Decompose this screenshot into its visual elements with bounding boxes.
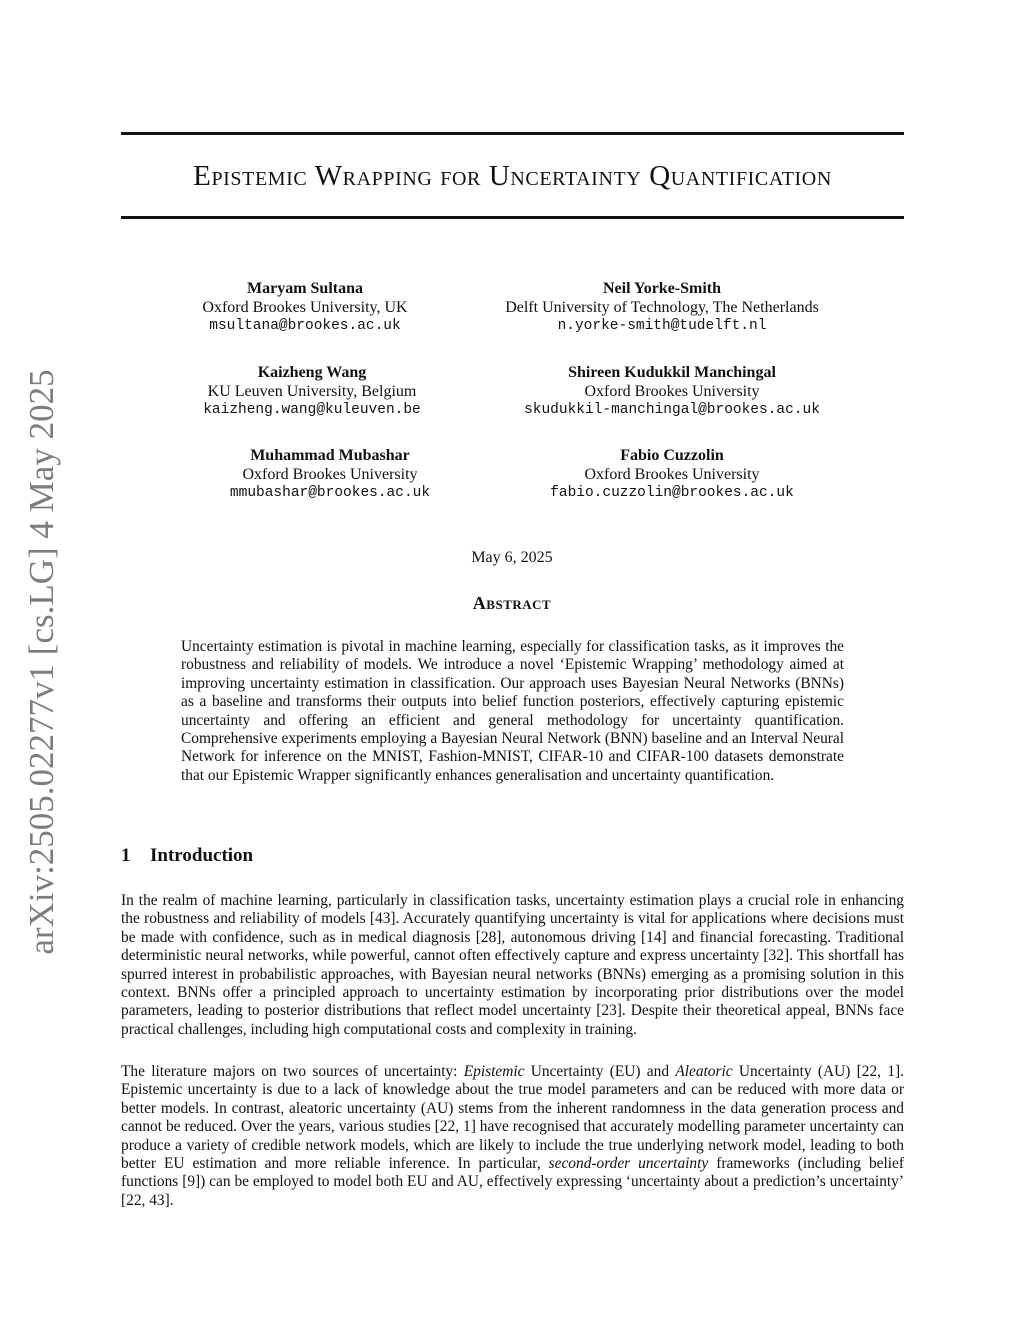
author-affiliation: Oxford Brookes University [584,466,760,483]
intro-paragraph-1: In the realm of machine learning, particularly in classification tasks, uncertainty estimation plays a crucial role in enhancing the robustness and reliability of models [43]. Accurately quantifying uncertainty is vital for applications where decisions must be made with confidence, such as in medical diagnosis [28], autonomous driving [14] and financial forecasting. Traditional deterministic neural networks, while powerful, cannot often effectively capture and express uncertainty [32]. This shortfall has spurred interest in probabilistic approaches, with Bayesian neural networks (BNNs) emerging as a promising solution in this context. BNNs offer a principled approach to uncertainty estimation by incorporating prior distributions over the model parameters, leading to posterior distributions that reflect model uncertainty [23]. Despite their theoretical appeal, BNNs face practical challenges, including high computational costs and complexity in training. [121,892,904,1038]
section-heading [121,845,253,867]
author-email[interactable]: msultana@brookes.ac.uk [209,318,401,334]
author-affiliation: Oxford Brookes University, UK [202,299,408,316]
paragraph-text: frameworks (including belief functions [9]) can be employed to model both EU and AU, effectively expressing ‘uncertainty about a prediction’s uncertainty’ [22, 43]. [121,1155,904,1209]
section-title: Introduction [150,845,254,866]
author-name: Maryam Sultana [247,280,363,297]
author-affiliation: Oxford Brookes University [584,383,760,400]
emphasis-text: Aleatoric [675,1063,733,1080]
author-name: Kaizheng Wang [257,364,367,381]
author-block [105,279,505,336]
arxiv-identifier-stamp: arXiv:2505.02277v1 [cs.LG] 4 May 2025 [22,369,61,955]
paper-title: Epistemic Wrapping for Uncertainty Quantification [193,160,832,192]
author-affiliation: Oxford Brookes University [242,466,418,483]
title-top-rule [121,132,904,135]
title-bottom-rule [121,216,904,219]
author-block [112,363,512,420]
author-email[interactable]: mmubashar@brookes.ac.uk [229,485,431,501]
publication-date: May 6, 2025 [471,549,553,566]
paragraph-text: Uncertainty (AU) [22, 1]. Epistemic uncertainty is due to a lack of knowledge about the true model parameters and can be reduced with more data or better models. In contrast, aleatoric uncertainty (AU) stems from the inherent randomness in the data generation process and cannot be reduced. Over the years, various studies [22, 1] have recognised that accurately modelling parameter uncertainty can produce a variety of credible network models, which are likely to include the true underlying network model, leading to both better EU estimation and more reliable inference. In particular, [121,1063,904,1173]
author-name: Shireen Kudukkil Manchingal [568,364,776,381]
abstract-text: Uncertainty estimation is pivotal in machine learning, especially for classification tasks, as it improves the robustness and reliability of models. We introduce a novel ‘Epistemic Wrapping’ methodology aimed at improving uncertainty estimation in classification. Our approach uses Bayesian Neural Networks (BNNs) as a baseline and transforms their outputs into belief function posteriors, effectively capturing epistemic uncertainty and offering an efficient and general methodology for uncertainty quantification. Comprehensive experiments employing a Bayesian Neural Network (BNN) baseline and an Interval Neural Network for inference on the MNIST, Fashion-MNIST, CIFAR-10 and CIFAR-100 datasets demonstrate that our Epistemic Wrapper significantly enhances generalisation and uncertainty quantification. [181,638,844,784]
author-affiliation: Delft University of Technology, The Netherlands [505,299,819,316]
author-name: Muhammad Mubashar [250,447,410,464]
author-email[interactable]: kaizheng.wang@kuleuven.be [203,402,421,418]
intro-paragraph-2 [121,1063,904,1210]
author-block [472,363,872,420]
author-affiliation: KU Leuven University, Belgium [207,383,417,400]
author-name: Fabio Cuzzolin [620,447,724,464]
author-email[interactable]: n.yorke-smith@tudelft.nl [557,318,767,334]
author-block [130,446,530,503]
author-block [472,446,872,503]
paragraph-text: The literature majors on two sources of uncertainty: [121,1063,464,1080]
author-name: Neil Yorke-Smith [602,280,722,297]
author-block [462,279,862,336]
abstract-heading: Abstract [472,593,552,613]
author-email[interactable]: skudukkil-manchingal@brookes.ac.uk [524,402,820,418]
section-number: 1 [121,845,131,866]
emphasis-text: second-order uncertainty [548,1155,709,1173]
author-email[interactable]: fabio.cuzzolin@brookes.ac.uk [550,485,794,501]
emphasis-text: Epistemic [463,1063,525,1080]
paragraph-text: Uncertainty (EU) and [524,1063,676,1080]
